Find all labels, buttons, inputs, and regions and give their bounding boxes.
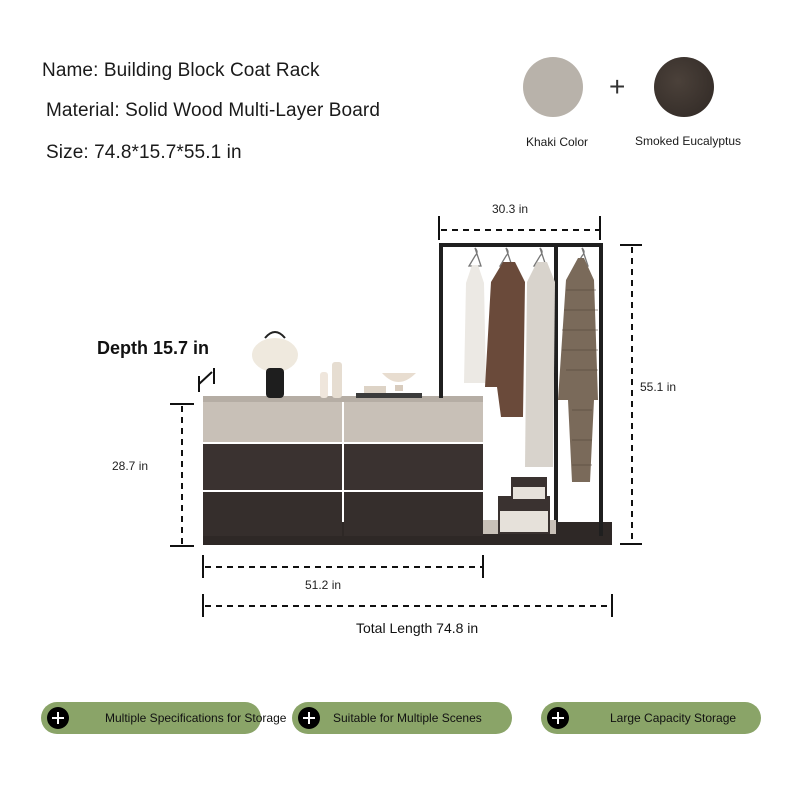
- brown-coat: [485, 262, 525, 417]
- vase-tall: [332, 362, 342, 398]
- khaki-color-label: Khaki Color: [525, 135, 589, 149]
- plus-circle-icon: [47, 707, 69, 729]
- feature-label: Multiple Specifications for Storage: [105, 711, 287, 725]
- feature-multiple-scenes[interactable]: [292, 702, 512, 734]
- plus-icon: +: [609, 71, 626, 102]
- plus-circle-icon: [298, 707, 320, 729]
- books: [356, 393, 422, 398]
- feature-label: Suitable for Multiple Scenes: [333, 711, 482, 725]
- product-name: Name: Building Block Coat Rack: [42, 60, 320, 81]
- dark-drawer-2: [344, 444, 483, 490]
- dark-drawer-4: [344, 492, 483, 536]
- cabinet-height-label: 28.7 in: [112, 459, 149, 473]
- lamp-shade: [252, 338, 298, 372]
- product-material: Material: Solid Wood Multi-Layer Board: [46, 100, 380, 121]
- khaki-drawer-left: [203, 396, 342, 442]
- rack-height-label: 55.1 in: [640, 380, 677, 394]
- white-shirt: [464, 265, 486, 383]
- decor-bowl: [382, 373, 416, 382]
- depth-label: Depth 15.7 in: [97, 338, 210, 358]
- smoked-eucalyptus-label: Smoked Eucalyptus: [634, 134, 742, 148]
- vase-short: [320, 372, 328, 398]
- plus-circle-icon: [547, 707, 569, 729]
- rack-width-label: 30.3 in: [492, 202, 529, 216]
- feature-large-capacity[interactable]: [541, 702, 761, 734]
- khaki-drawer-right: [344, 396, 483, 442]
- lamp-base: [266, 368, 284, 398]
- total-length-label: Total Length 74.8 in: [356, 620, 479, 636]
- dark-drawer-1: [203, 444, 342, 490]
- cabinet-width-label: 51.2 in: [305, 578, 342, 592]
- dark-drawer-3: [203, 492, 342, 536]
- feature-multiple-specifications[interactable]: [41, 702, 287, 734]
- product-size: Size: 74.8*15.7*55.1 in: [46, 142, 242, 163]
- feature-label: Large Capacity Storage: [610, 711, 737, 725]
- beige-trench: [525, 262, 555, 467]
